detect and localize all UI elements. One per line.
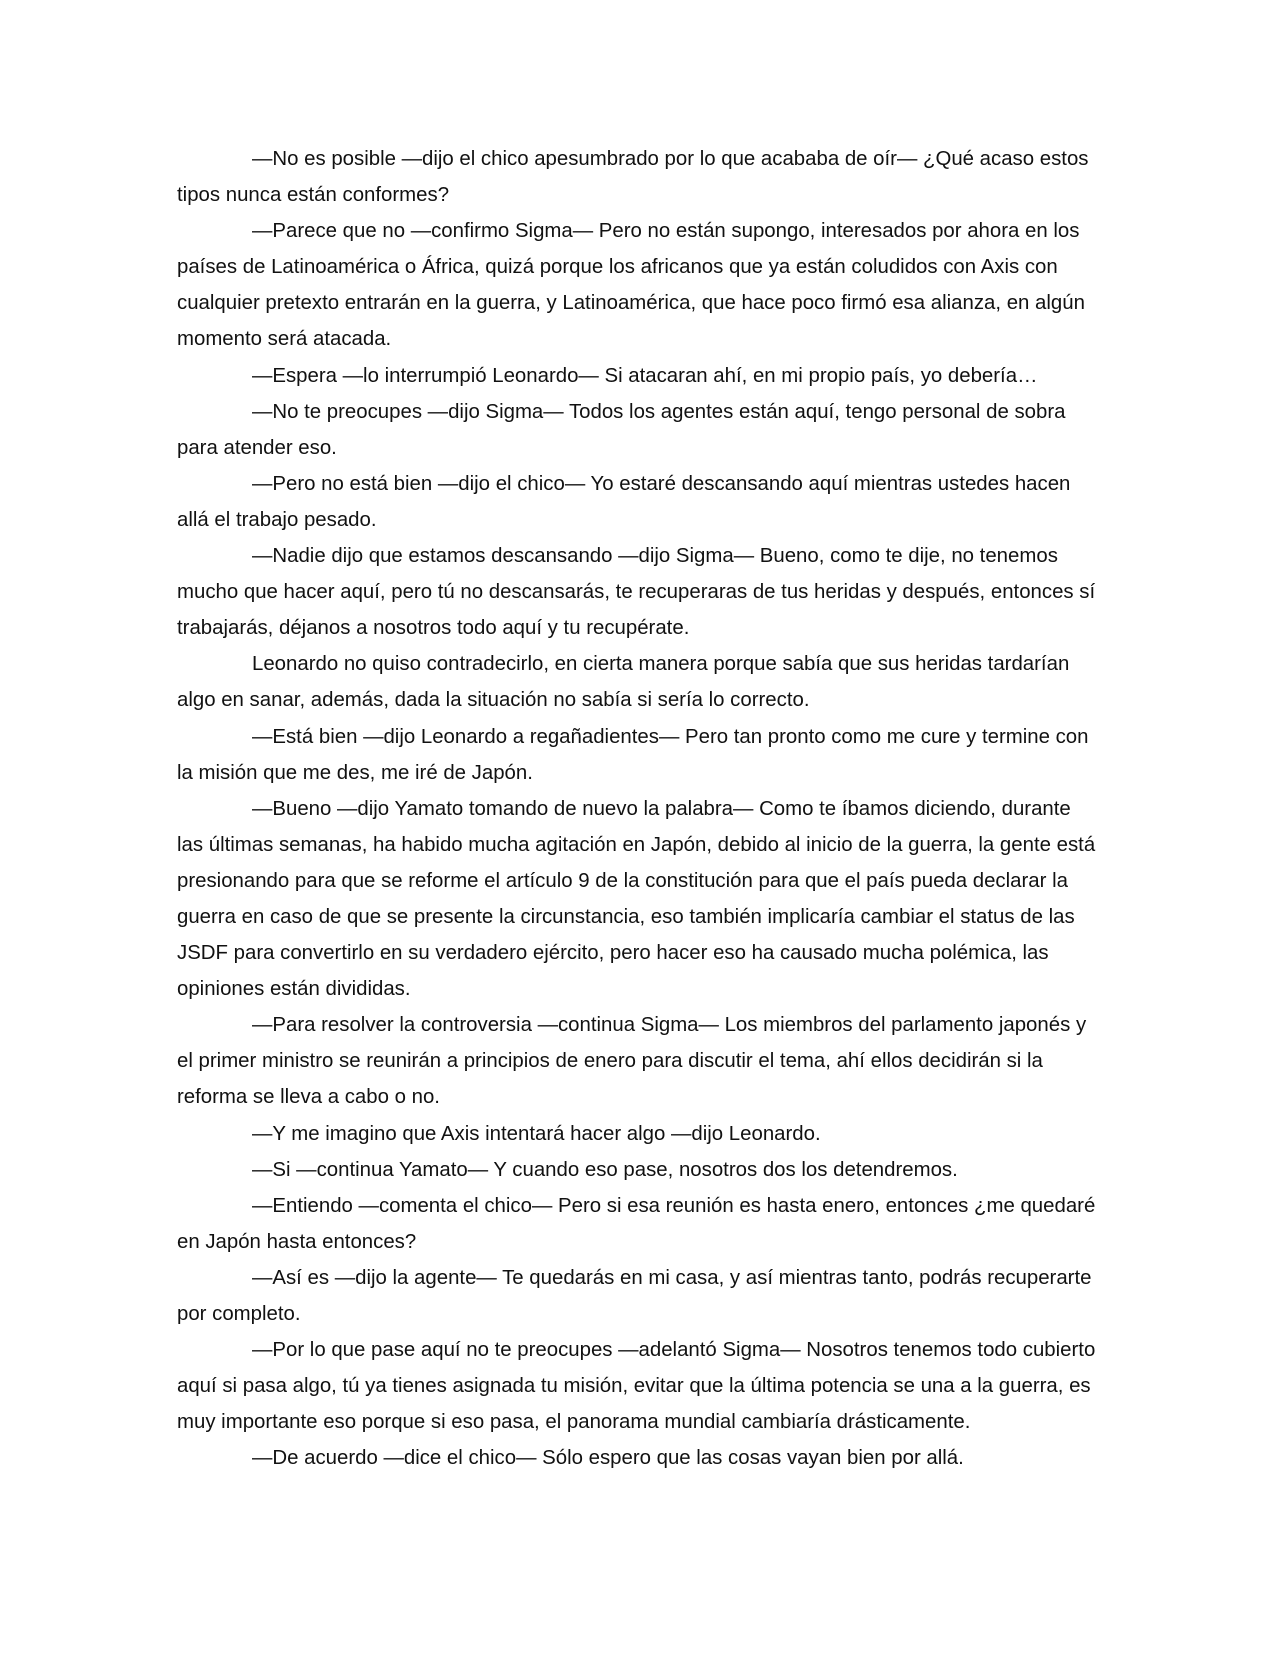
paragraph: —Si —continua Yamato— Y cuando eso pase, nosotros dos los detendremos. — [252, 1158, 958, 1181]
paragraph: —Nadie dijo que estamos descansando —dijo Sigma— Bueno, como te dije, no tenemos mucho que hacer aquí, pero tú no descansarás, te recuperaras de tus heridas y después, entonces sí trabajarás, déjanos a nosotros todo aquí y tu recupérate. — [177, 545, 1096, 640]
paragraph: —De acuerdo —dice el chico— Sólo espero que las cosas vayan bien por allá. — [252, 1447, 964, 1470]
paragraph: —No es posible —dijo el chico apesumbrado por lo que acababa de oír— ¿Qué acaso estos tipos nunca están conformes? — [177, 148, 1089, 207]
paragraph: —Espera —lo interrumpió Leonardo— Si atacaran ahí, en mi propio país, yo debería… — [252, 364, 1038, 387]
paragraph: —Así es —dijo la agente— Te quedarás en mi casa, y así mientras tanto, podrás recuperarte por completo. — [177, 1266, 1092, 1325]
paragraph: —No te preocupes —dijo Sigma— Todos los agentes están aquí, tengo personal de sobra para atender eso. — [177, 400, 1066, 459]
document-body — [177, 141, 1097, 1476]
paragraph: Leonardo no quiso contradecirlo, en cierta manera porque sabía que sus heridas tardarían algo en sanar, además, dada la situación no sabía si sería lo correcto. — [177, 653, 1070, 712]
paragraph: —Parece que no —confirmo Sigma— Pero no están supongo, interesados por ahora en los países de Latinoamérica o África, quizá porque los africanos que ya están coludidos con Axis con cualquier pretexto entrarán en la guerra, y Latinoamérica, que hace poco firmó esa alianza, en algún momento será atacada. — [177, 220, 1085, 351]
paragraph: —Para resolver la controversia —continua Sigma— Los miembros del parlamento japonés y el primer ministro se reunirán a principios de enero para discutir el tema, ahí ellos decidirán si la reforma se lleva a cabo o no. — [177, 1014, 1087, 1109]
paragraph: —Y me imagino que Axis intentará hacer algo —dijo Leonardo. — [252, 1122, 821, 1145]
paragraph: —Pero no está bien —dijo el chico— Yo estaré descansando aquí mientras ustedes hacen allá el trabajo pesado. — [177, 472, 1071, 531]
paragraph: —Por lo que pase aquí no te preocupes —adelantó Sigma— Nosotros tenemos todo cubierto aquí si pasa algo, tú ya tienes asignada tu misión, evitar que la última potencia se una a la guerra, es muy importante eso porque si eso pasa, el panorama mundial cambiaría drásticamente. — [177, 1339, 1096, 1434]
paragraph: —Bueno —dijo Yamato tomando de nuevo la palabra— Como te íbamos diciendo, durante las últimas semanas, ha habido mucha agitación en Japón, debido al inicio de la guerra, la gente está presionando para que se reforme el artículo 9 de la constitución para que el país pueda declarar la guerra en caso de que se presente la circunstancia, eso también implicaría cambiar el status de las JSDF para convertirlo en su verdadero ejército, pero hacer eso ha causado mucha polémica, las opiniones están divididas. — [177, 797, 1096, 1001]
paragraph: —Está bien —dijo Leonardo a regañadientes— Pero tan pronto como me cure y termine con la misión que me des, me iré de Japón. — [177, 725, 1089, 784]
paragraph: —Entiendo —comenta el chico— Pero si esa reunión es hasta enero, entonces ¿me quedaré en Japón hasta entonces? — [177, 1194, 1096, 1253]
